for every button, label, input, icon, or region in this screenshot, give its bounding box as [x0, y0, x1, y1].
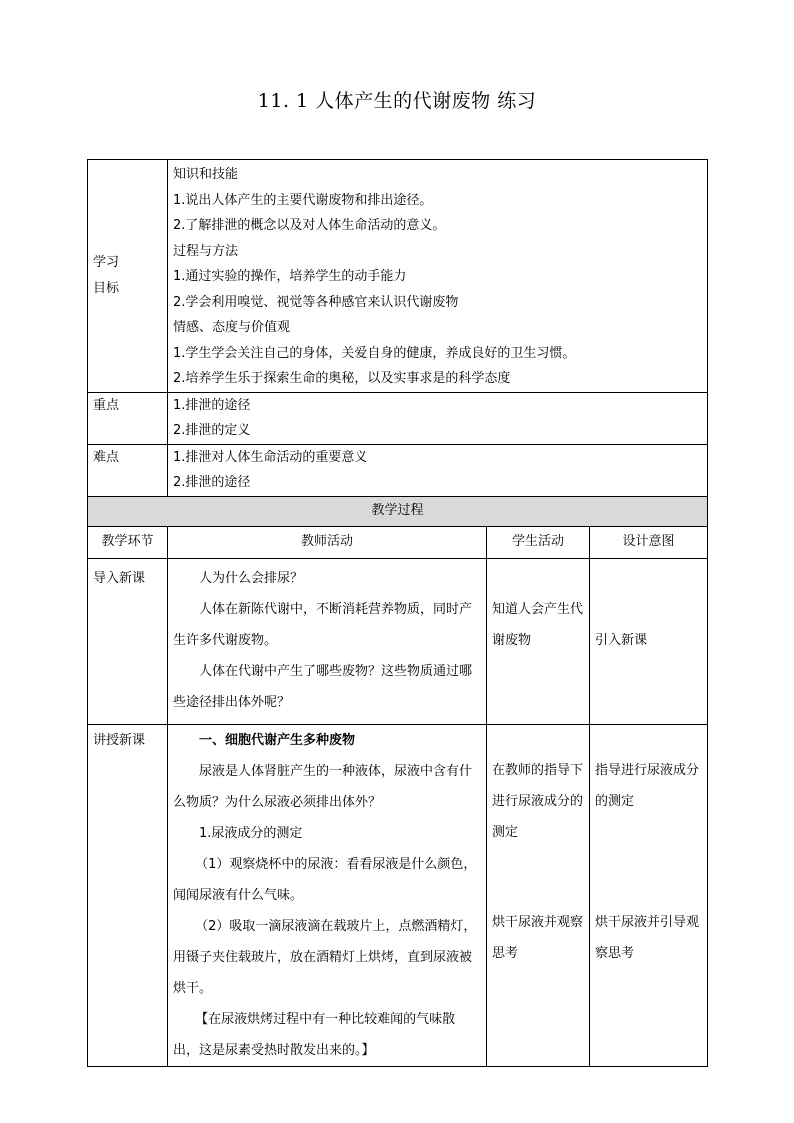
- key-point-line: 2.排泄的定义: [173, 423, 251, 438]
- key-points-content: [168, 392, 708, 444]
- intent-cell: [590, 724, 708, 1066]
- lecture-row: [88, 724, 708, 1066]
- teacher-line: 【在尿液烘烤过程中有一种比较难闻的气味散出，这是尿素受热时散发出来的。】: [173, 1011, 456, 1058]
- header-teacher: 教师活动: [168, 526, 487, 558]
- teacher-line: 1.尿液成分的测定: [199, 825, 303, 841]
- stage-cell: 讲授新课: [88, 724, 168, 1066]
- objectives-label: 学习 目标: [88, 160, 168, 393]
- header-stage: 教学环节: [88, 526, 168, 558]
- objective-line: 情感、态度与价值观: [173, 320, 291, 335]
- teacher-line: 人为什么会排尿？: [199, 570, 304, 586]
- intro-row: [88, 558, 708, 724]
- objective-line: 2.培养学生乐于探索生命的奥秘，以及实事求是的科学态度: [173, 371, 511, 386]
- objective-line: 1.通过实验的操作，培养学生的动手能力: [173, 269, 407, 284]
- teacher-line: 人体在代谢中产生了哪些废物？这些物质通过哪些途径排出体外呢？: [173, 663, 473, 710]
- teacher-cell: [168, 724, 487, 1066]
- teacher-line: 人体在新陈代谢中，不断消耗营养物质，同时产生许多代谢废物。: [173, 601, 473, 648]
- intent-cell: 引入新课: [590, 558, 708, 724]
- key-points-row: [88, 392, 708, 444]
- key-points-label: 重点: [88, 392, 168, 444]
- process-title-row: [88, 496, 708, 526]
- stage-cell: 导入新课: [88, 558, 168, 724]
- student-cell: 知道人会产生代谢废物: [487, 558, 590, 724]
- design-intent: 烘干尿液并引导观察思考: [595, 914, 700, 961]
- teacher-cell: [168, 558, 487, 724]
- difficult-points-content: [168, 444, 708, 496]
- section-heading: 一、细胞代谢产生多种废物: [199, 732, 356, 748]
- header-student: 学生活动: [487, 526, 590, 558]
- teacher-line: 尿液是人体肾脏产生的一种液体，尿液中含有什么物质？为什么尿液必须排出体外？: [173, 763, 473, 810]
- objective-line: 知识和技能: [173, 167, 239, 182]
- design-intent: 指导进行尿液成分的测定: [595, 762, 700, 809]
- process-title: 教学过程: [88, 496, 708, 526]
- lesson-plan-table: [87, 159, 708, 1067]
- objectives-content: [168, 160, 708, 393]
- objective-line: 过程与方法: [173, 243, 239, 259]
- page-title: 11. 1 人体产生的代谢废物 练习: [257, 90, 537, 112]
- student-activity: 烘干尿液并观察思考: [492, 914, 584, 961]
- difficult-point-line: 1.排泄对人体生命活动的重要意义: [173, 449, 368, 465]
- objective-line: 2.学会利用嗅觉、视觉等各种感官来认识代谢废物: [173, 294, 459, 310]
- objective-line: 1.说出人体产生的主要代谢废物和排出途径。: [173, 192, 433, 208]
- objectives-row: [88, 160, 708, 393]
- difficult-point-line: 2.排泄的途径: [173, 475, 251, 490]
- difficult-points-label: 难点: [88, 444, 168, 496]
- teacher-line: （1）观察烧杯中的尿液：看看尿液是什么颜色，闻闻尿液有什么气味。: [173, 856, 477, 903]
- difficult-points-row: [88, 444, 708, 496]
- student-cell: [487, 724, 590, 1066]
- objective-line: 2.了解排泄的概念以及对人体生命活动的意义。: [173, 218, 446, 233]
- student-activity: 在教师的指导下进行尿液成分的测定: [492, 762, 584, 840]
- process-header-row: [88, 526, 708, 558]
- objective-line: 1.学生学会关注自己的身体，关爱自身的健康，养成良好的卫生习惯。: [173, 345, 576, 361]
- header-intent: 设计意图: [590, 526, 708, 558]
- teacher-line: （2）吸取一滴尿液滴在载玻片上，点燃酒精灯，用镊子夹住载玻片，放在酒精灯上烘烤，直到尿液被烘干。: [173, 918, 477, 996]
- key-point-line: 1.排泄的途径: [173, 397, 251, 413]
